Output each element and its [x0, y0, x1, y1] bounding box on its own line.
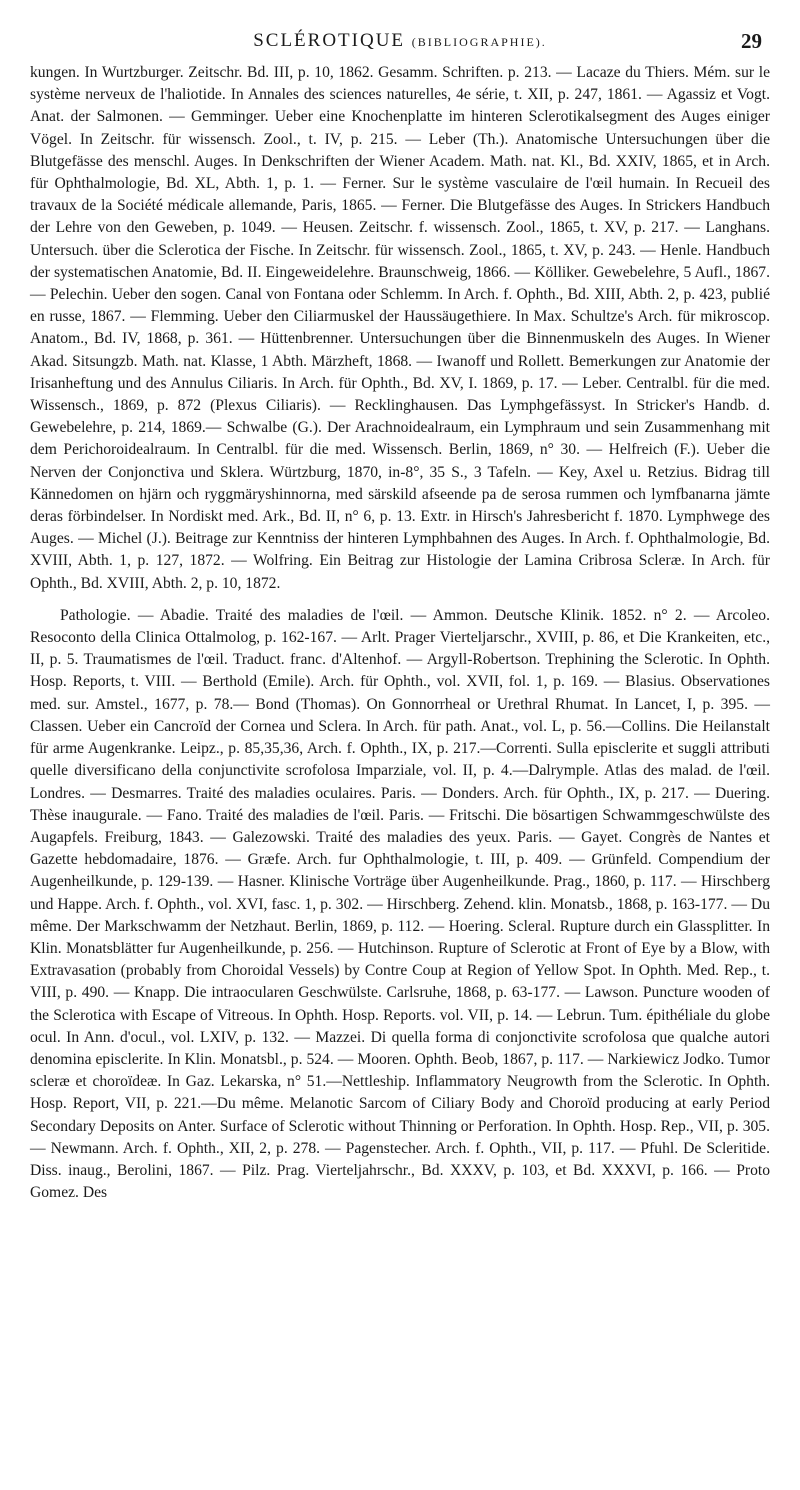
running-title [253, 30, 547, 51]
bibliography-paragraph-anatomy: kungen. In Wurtzburger. Zeitschr. Bd. III, p. 10, 1862. Gesamm. Schriften. p. 213. — Lacaze du Thiers. Mém. sur le système nerveux de l'haliotide. In Annales des sciences naturelles, 4e série, t. XII, p. 247, 1861. — Agassiz et Vogt. Anat. der Salmonen. — Gemminger. Ueber eine Knochenplatte im hinteren Sclerotikalsegment des Auges einiger Vögel. In Zeitschr. für wissensch. Zool., t. IV, p. 215. — Leber (Th.). Anatomische Untersuchungen über die Blutgefässe des menschl. Auges. In Denkschriften der Wiener Academ. Math. nat. Kl., Bd. XXIV, 1865, et in Arch. für Ophthalmologie, Bd. XL, Abth. 1, p. 1. — Ferner. Sur le système vasculaire de l'œil humain. In Recueil des travaux de la Société médicale allemande, Paris, 1865. — Ferner. Die Blutgefässe des Auges. In Strickers Handbuch der Lehre von den Geweben, p. 1049. — Heusen. Zeitschr. f. wissensch. Zool., 1865, t. XV, p. 217. — Langhans. Untersuch. über die Sclerotica der Fische. In Zeitschr. für wissensch. Zool., 1865, t. XV, p. 243. — Henle. Handbuch der systematischen Anatomie, Bd. II. Eingeweidelehre. Braunschweig, 1866. — Kölliker. Gewebelehre, 5 Aufl., 1867. — Pelechin. Ueber den sogen. Canal von Fontana oder Schlemm. In Arch. f. Ophth., Bd. XIII, Abth. 2, p. 423, publié en russe, 1867. — Flemming. Ueber den Ciliarmuskel der Haussäugethiere. In Max. Schultze's Arch. für mikroscop. Anatom., Bd. IV, 1868, p. 361. — Hüttenbrenner. Untersuchungen über die Binnenmuskeln des Auges. In Wiener Akad. Sitsungzb. Math. nat. Klasse, 1 Abth. Märzheft, 1868. — Iwanoff und Rollett. Bemerkungen zur Anatomie der Irisanheftung und des Annulus Ciliaris. In Arch. für Ophth., Bd. XV, I. 1869, p. 17. — Leber. Centralbl. für die med. Wissensch., 1869, p. 872 (Plexus Ciliaris). — Recklinghausen. Das Lymphgefässyst. In Stricker's Handb. d. Gewebelehre, p. 214, 1869.— Schwalbe (G.). Der Arachnoidealraum, ein Lymphraum und sein Zusammenhang mit dem Perichoroidealraum. In Centralbl. für die med. Wissensch. Berlin, 1869, n° 30. — Helfreich (F.). Ueber die Nerven der Conjonctiva und Sklera. Würtzburg, 1870, in-8°, 35 S., 3 Tafeln. — Key, Axel u. Retzius. Bidrag till Kännedomen on hjärn och ryggmäryshinnorna, med särskild afseende pa de serosa rummen och lymfbanarna jämte deras förbindelser. In Nordiskt med. Ark., Bd. II, n° 6, p. 13. Extr. in Hirsch's Jahresbericht f. 1870. Lymphwege des Auges. — Michel (J.). Beitrage zur Kenntniss der hinteren Lymphbahnen des Auges. In Arch. f. Ophthalmologie, Bd. XVIII, Abth. 1, p. 127, 1872. — Wolfring. Ein Beitrag zur Histologie der Lamina Cribrosa Scleræ. In Arch. für Ophth., Bd. XVIII, Abth. 2, p. 10, 1872. [30, 64, 770, 592]
running-title-main: SCLÉROTIQUE [253, 30, 406, 51]
bibliography-text [30, 62, 770, 1204]
bibliography-paragraph-pathology: Pathologie. — Abadie. Traité des maladies de l'œil. — Ammon. Deutsche Klinik. 1852. n° 2. — Arcoleo. Resoconto della Clinica Ottalmolog, p. 162-167. — Arlt. Prager Vierteljarschr., XVIII, p. 86, et Die Krankeiten, etc., II, p. 5. Traumatismes de l'œil. Traduct. franc. d'Altenhof. — Argyll-Robertson. Trephining the Sclerotic. In Ophth. Hosp. Reports, t. VIII. — Berthold (Emile). Arch. für Ophth., vol. XVII, fol. 1, p. 169. — Blasius. Observationes med. sur. Amstel., 1677, p. 78.— Bond (Thomas). On Gonnorrheal or Urethral Rhumat. In Lancet, I, p. 395. — Classen. Ueber ein Cancroïd der Cornea und Sclera. In Arch. für path. Anat., vol. L, p. 56.—Collins. Die Heilanstalt für arme Augenkranke. Leipz., p. 85,35,36, Arch. f. Ophth., IX, p. 217.—Correnti. Sulla episclerite et suggli attributi quelle diversificano della conjunctivite scrofolosa Imparziale, vol. II, p. 4.—Dalrymple. Atlas des malad. de l'œil. Londres. — Desmarres. Traité des maladies oculaires. Paris. — Donders. Arch. für Ophth., IX, p. 217. — Duering. Thèse inaugurale. — Fano. Traité des maladies de l'œil. Paris. — Fritschi. Die bösartigen Schwammgeschwülste des Augapfels. Freiburg, 1843. — Galezowski. Traité des maladies des yeux. Paris. — Gayet. Congrès de Nantes et Gazette hebdomadaire, 1876. — Græfe. Arch. fur Ophthalmologie, t. III, p. 409. — Grünfeld. Compendium der Augenheilkunde, p. 129-139. — Hasner. Klinische Vorträge über Augenheilkunde. Prag., 1860, p. 117. — Hirschberg und Happe. Arch. f. Ophth., vol. XVI, fasc. 1, p. 302. — Hirschberg. Zehend. klin. Monatsb., 1868, p. 163-177. — Du même. Der Markschwamm der Netzhaut. Berlin, 1869, p. 112. — Hoering. Scleral. Rupture durch ein Glassplitter. In Klin. Monatsblätter fur Augenheilkunde, p. 256. — Hutchinson. Rupture of Sclerotic at Front of Eye by a Blow, with Extravasation (probably from Choroidal Vessels) by Contre Coup at Region of Yellow Spot. In Ophth. Med. Rep., t. VIII, p. 490. — Knapp. Die intraocularen Geschwülste. Carlsruhe, 1868, p. 63-177. — Lawson. Puncture wooden of the Sclerotica with Escape of Vitreous. In Ophth. Hosp. Reports. vol. VII, p. 14. — Lebrun. Tum. épithéliale du globe ocul. In Ann. d'ocul., vol. LXIV, p. 132. — Mazzei. Di quella forma di conjonctivite scrofolosa que qualche autori denomina episclerite. In Klin. Monatsbl., p. 524. — Mooren. Ophth. Beob, 1867, p. 117. — Narkiewicz Jodko. Tumor scleræ et choroïdeæ. In Gaz. Lekarska, n° 51.—Nettleship. Inflammatory Neugrowth from the Sclerotic. In Ophth. Hosp. Report, VII, p. 221.—Du même. Melanotic Sarcom of Ciliary Body and Choroïd producing at early Period Secondary Deposits on Anter. Surface of Sclerotic without Thinning or Perforation. In Ophth. Hosp. Rep., VII, p. 305. — Newmann. Arch. f. Ophth., XII, 2, p. 278. — Pagenstecher. Arch. f. Ophth., VII, p. 117. — Pfuhl. De Scleritide. Diss. inaug., Berolini, 1867. — Pilz. Prag. Vierteljahrschr., Bd. XXXV, p. 103, et Bd. XXXVI, p. 166. — Proto Gomez. Des [30, 606, 770, 1202]
page-header [30, 26, 770, 62]
page-number: 29 [741, 29, 762, 53]
running-title-sub: (BIBLIOGRAPHIE). [411, 35, 547, 49]
